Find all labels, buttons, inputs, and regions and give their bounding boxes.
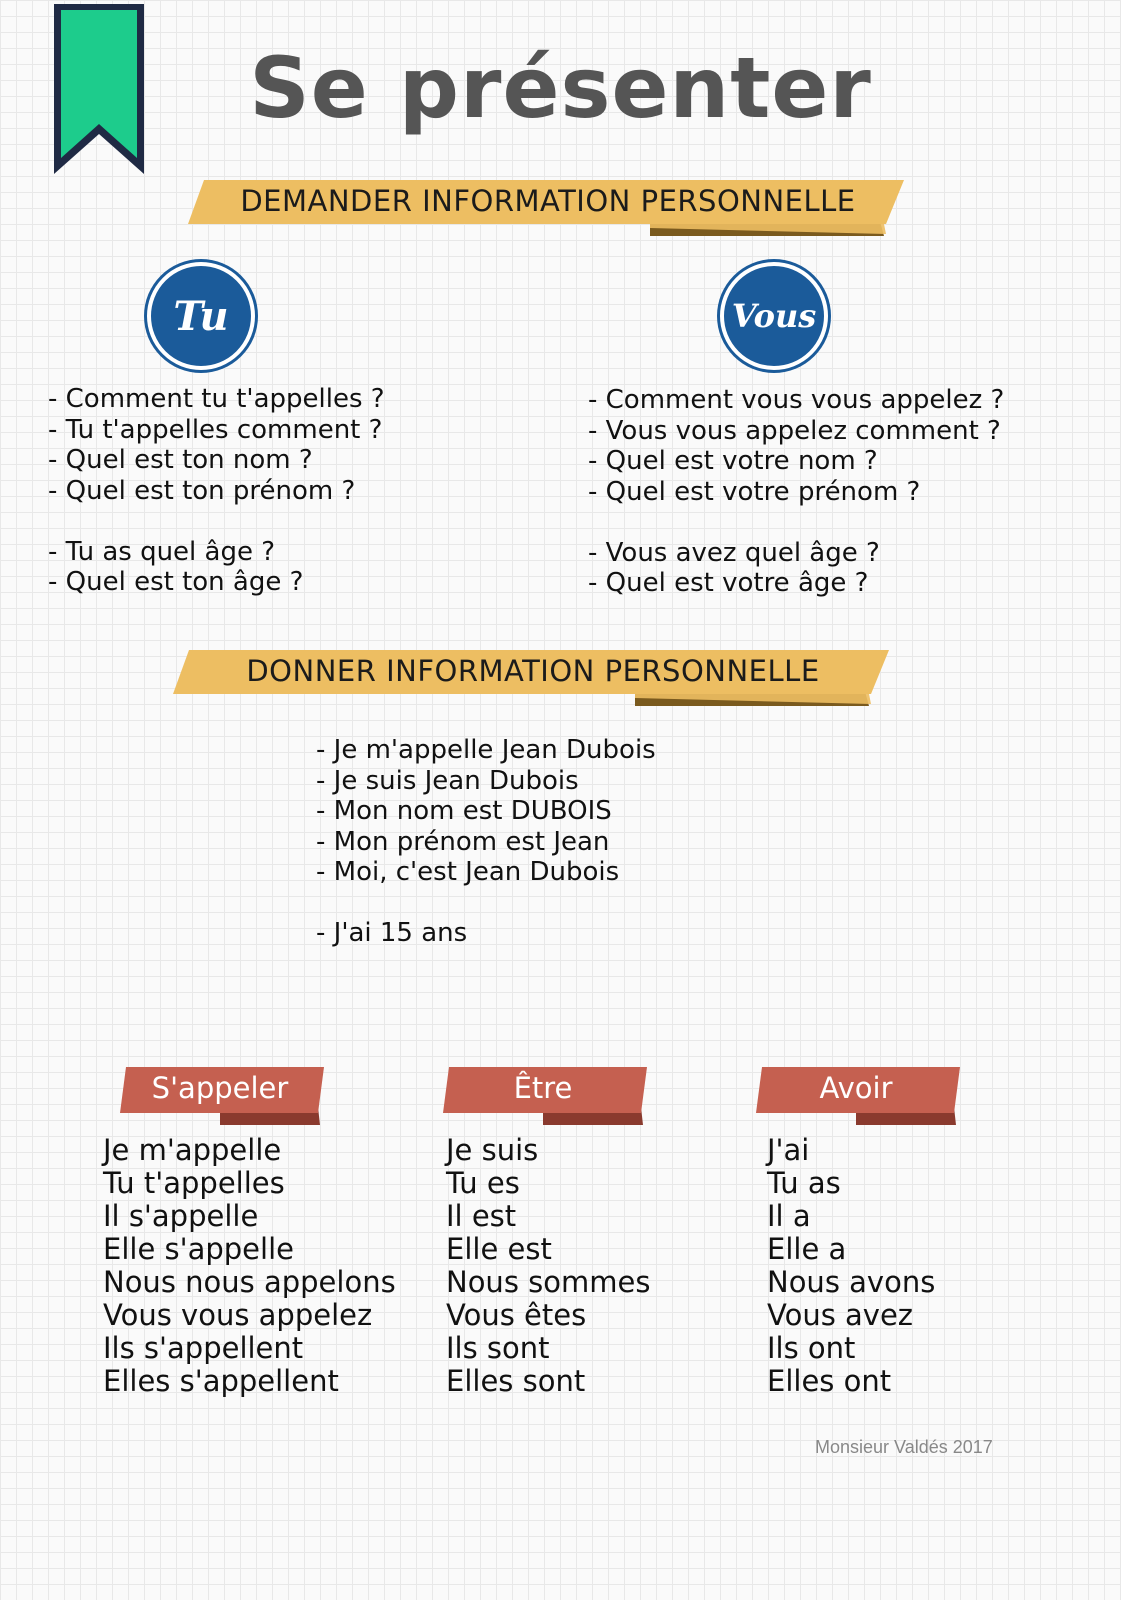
- list-item: Je suis: [446, 1133, 539, 1167]
- conjugation-list-avoir: [767, 1134, 935, 1398]
- list-item: Tu as: [767, 1166, 841, 1200]
- list-item: Nous avons: [767, 1265, 936, 1299]
- list-spacer: [588, 507, 1004, 538]
- list-item: Ils sont: [446, 1331, 550, 1365]
- tu-question-list: [48, 384, 385, 598]
- section-heading-give-label: DONNER INFORMATION PERSONNELLE: [246, 654, 820, 688]
- page-title: Se présenter: [249, 39, 872, 137]
- badge-vous: Vous: [720, 262, 828, 370]
- section-heading-give: [173, 648, 893, 710]
- list-item: - Mon prénom est Jean: [316, 826, 610, 857]
- list-item: - Tu as quel âge ?: [48, 536, 276, 567]
- list-item: Vous vous appelez: [103, 1298, 373, 1332]
- list-item: Elle s'appelle: [103, 1232, 294, 1266]
- list-item: - Mon nom est DUBOIS: [316, 796, 612, 826]
- list-item: Tu t'appelles: [103, 1166, 285, 1200]
- list-item: - Comment tu t'appelles ?: [48, 384, 385, 414]
- list-item: - Quel est votre âge ?: [588, 568, 869, 598]
- list-item: - J'ai 15 ans: [316, 918, 468, 948]
- list-item: - Quel est votre prénom ?: [588, 476, 921, 507]
- list-item: - Tu t'appelles comment ?: [48, 414, 383, 445]
- verb-tab-sappeler: [120, 1067, 326, 1125]
- list-item: - Moi, c'est Jean Dubois: [316, 857, 620, 887]
- list-item: Elles s'appellent: [103, 1364, 339, 1398]
- list-item: Vous êtes: [446, 1298, 587, 1332]
- list-item: Il s'appelle: [103, 1199, 259, 1233]
- section-heading-ask-label: DEMANDER INFORMATION PERSONNELLE: [240, 184, 856, 218]
- list-item: Ils s'appellent: [103, 1331, 304, 1365]
- credit-text: Monsieur Valdés 2017: [815, 1437, 993, 1457]
- verb-tab-etre: [443, 1067, 649, 1125]
- verb-name: Être: [513, 1071, 573, 1105]
- vous-question-list: [588, 385, 1004, 599]
- give-info-list: [316, 735, 656, 949]
- verb-tab-avoir: [756, 1067, 962, 1125]
- conjugation-list-sappeler: [103, 1134, 396, 1398]
- list-item: Il a: [767, 1199, 811, 1233]
- verb-name: S'appeler: [151, 1071, 289, 1105]
- list-spacer: [316, 888, 656, 919]
- conjugation-list-etre: [446, 1134, 650, 1398]
- list-item: - Quel est votre nom ?: [588, 446, 878, 476]
- verb-name: Avoir: [819, 1071, 893, 1105]
- list-item: - Je m'appelle Jean Dubois: [316, 735, 656, 765]
- list-item: Nous sommes: [446, 1265, 651, 1299]
- list-spacer: [48, 506, 385, 537]
- list-item: - Comment vous vous appelez ?: [588, 385, 1005, 415]
- list-item: - Quel est ton nom ?: [48, 445, 313, 475]
- list-item: Elle a: [767, 1232, 847, 1266]
- list-item: Nous nous appelons: [103, 1265, 396, 1299]
- list-item: - Je suis Jean Dubois: [316, 765, 579, 796]
- list-item: Elle est: [446, 1232, 552, 1266]
- list-item: Il est: [446, 1199, 517, 1233]
- badge-tu: Tu: [147, 262, 255, 370]
- list-item: - Quel est ton prénom ?: [48, 475, 356, 506]
- list-item: Elles ont: [767, 1364, 892, 1398]
- list-item: Vous avez: [767, 1298, 914, 1332]
- list-item: Je m'appelle: [103, 1133, 282, 1167]
- list-item: J'ai: [767, 1133, 810, 1167]
- section-heading-ask: [188, 178, 908, 240]
- list-item: - Quel est ton âge ?: [48, 567, 304, 597]
- list-item: Ils ont: [767, 1331, 856, 1365]
- list-item: Tu es: [446, 1166, 520, 1200]
- list-item: - Vous avez quel âge ?: [588, 537, 880, 568]
- list-item: - Vous vous appelez comment ?: [588, 415, 1001, 446]
- list-item: Elles sont: [446, 1364, 586, 1398]
